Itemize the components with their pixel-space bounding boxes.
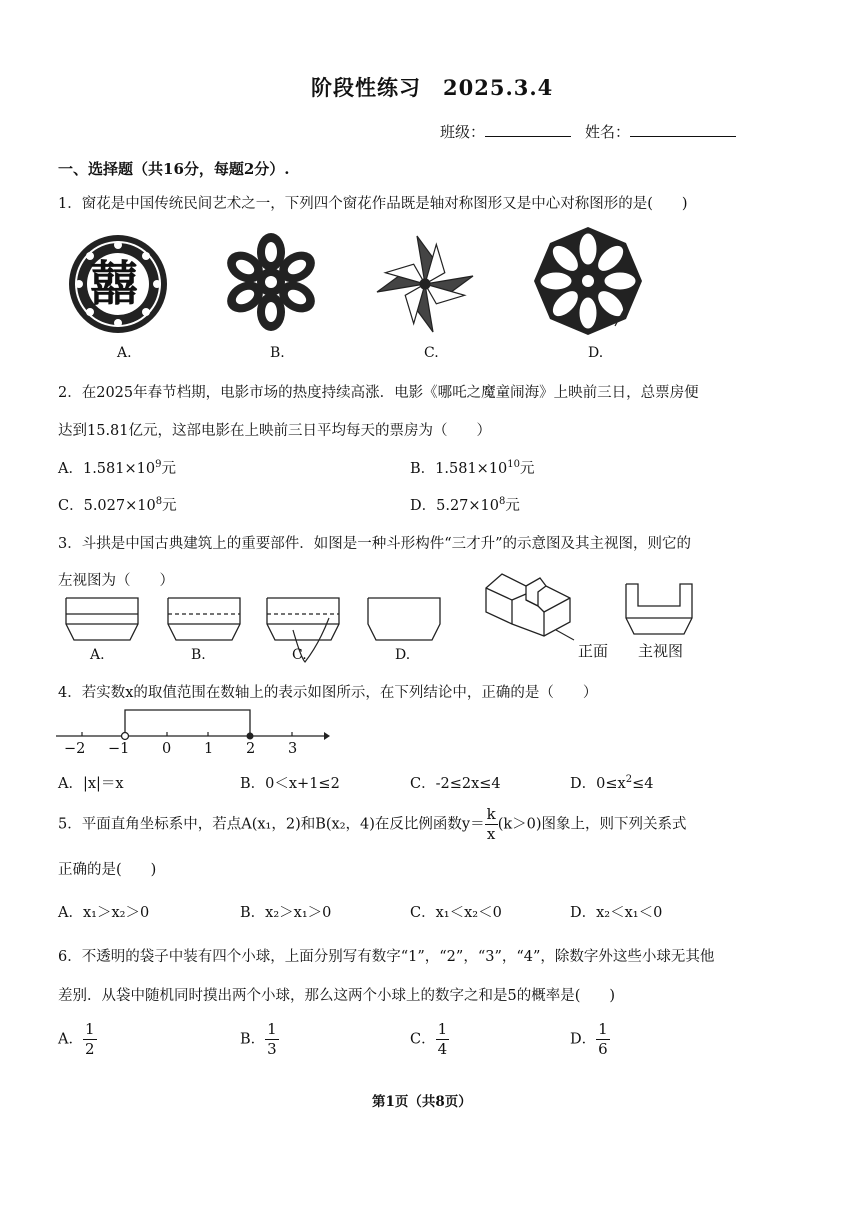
- q4-option-a[interactable]: A．|x|＝x: [58, 776, 124, 792]
- name-blank[interactable]: [630, 120, 736, 137]
- q3-stem-line2: 左视图为（ ）: [58, 573, 174, 589]
- q3-option-a-figure: [64, 596, 142, 644]
- q1-option-a[interactable]: A.: [117, 345, 132, 361]
- q5-option-a[interactable]: A．x₁＞x₂＞0: [58, 905, 150, 921]
- q3-main-view-label: 主视图: [638, 642, 684, 660]
- q6-option-a[interactable]: A． $\frac{1}{2}$: [58, 1020, 95, 1058]
- q6-stem-line1: 6．不透明的袋子中装有四个小球，上面分别写有数字“1”，“2”，“3”，“4”，除数字外这些小球无其他: [58, 949, 715, 965]
- q5-option-d[interactable]: D．x₂＜x₁＜0: [570, 905, 663, 921]
- q4-tick-label: 0: [162, 741, 172, 757]
- q1-figure-a-emblem: 囍: [90, 256, 139, 312]
- q1-figure-d: [533, 226, 643, 336]
- q4-tick-label: 2: [246, 741, 256, 757]
- q6-option-b[interactable]: B． $\frac{1}{3}$: [240, 1020, 277, 1058]
- class-field[interactable]: [440, 120, 571, 142]
- q3-option-a[interactable]: A.: [90, 647, 105, 663]
- q2-option-a[interactable]: A．$1.581\times 10^9$元: [58, 459, 176, 477]
- q3-option-d[interactable]: D.: [395, 647, 411, 663]
- q1-figure-b: [218, 232, 324, 332]
- q2-stem-line2: 达到15.81亿元，这部电影在上映前三日平均每天的票房为（ ）: [58, 423, 492, 439]
- q5-option-c[interactable]: C．x₁＜x₂＜0: [410, 905, 502, 921]
- q4-stem: 4．若实数x的取值范围在数轴上的表示如图所示，在下列结论中，正确的是（ ）: [58, 685, 598, 701]
- q3-front-label: 正面: [578, 642, 609, 660]
- q4-tick-label: −2: [64, 741, 86, 757]
- q4-tick-label: 3: [288, 741, 298, 757]
- name-label: 姓名：: [585, 123, 631, 141]
- q1-option-d[interactable]: D.: [588, 345, 604, 361]
- q1-option-b[interactable]: B.: [270, 345, 285, 361]
- q4-option-c[interactable]: C．-2≤2x≤4: [410, 776, 501, 792]
- q1-figure-c: [372, 232, 478, 336]
- q6-option-d[interactable]: D． $\frac{1}{6}$: [570, 1020, 608, 1058]
- q2-option-b[interactable]: B．$1.581\times 10^{10}$元: [410, 459, 535, 477]
- q4-option-d[interactable]: D．$0\le x^2\le 4$: [570, 774, 654, 792]
- q1-stem: 1．窗花是中国传统民间艺术之一，下列四个窗花作品既是轴对称图形又是中心对称图形的是( ): [58, 196, 688, 212]
- q4-tick-label: −1: [108, 741, 130, 757]
- q3-option-d-figure: [366, 596, 444, 644]
- q4-number-line: [54, 706, 330, 746]
- q3-option-b[interactable]: B.: [191, 647, 206, 663]
- q5-stem-line1: 5．平面直角坐标系中，若点A(x₁，2)和B(x₂，4)在反比例函数y＝ $\frac{k}{x}$ (k＞0)图象上，则下列关系式: [58, 805, 687, 843]
- q5-stem-line2: 正确的是( ): [58, 862, 157, 878]
- class-label: 班级：: [440, 123, 486, 141]
- q3-main-view-figure: [624, 582, 696, 638]
- q6-stem-line2: 差别．从袋中随机同时摸出两个小球，那么这两个小球上的数字之和是5的概率是( ): [58, 988, 616, 1004]
- q1-option-c[interactable]: C.: [424, 345, 439, 361]
- name-field[interactable]: [585, 120, 736, 142]
- q2-stem-line1: 2．在2025年春节档期，电影市场的热度持续高涨．电影《哪吒之魔童闹海》上映前三日，总票房便: [58, 385, 699, 401]
- q3-option-b-figure: [166, 596, 244, 644]
- q5-option-b[interactable]: B．x₂＞x₁＞0: [240, 905, 332, 921]
- q4-option-b[interactable]: B．0＜x+1≤2: [240, 776, 340, 792]
- class-blank[interactable]: [485, 120, 571, 137]
- q2-option-d[interactable]: D．$5.27\times 10^8$元: [410, 496, 520, 514]
- q2-option-c[interactable]: C．$5.027\times 10^8$元: [58, 496, 177, 514]
- q3-3d-figure: [482, 566, 592, 646]
- q6-option-c[interactable]: C． $\frac{1}{4}$: [410, 1020, 448, 1058]
- page-title: 阶段性练习 2025.3.4: [311, 75, 554, 100]
- page-footer: 第1页（共8页）: [372, 1094, 472, 1110]
- q3-stem-line1: 3．斗拱是中国古典建筑上的重要部件．如图是一种斗形构件“三才升”的示意图及其主视图，则它的: [58, 536, 692, 552]
- q3-option-c[interactable]: C.: [292, 647, 307, 663]
- q4-tick-label: 1: [204, 741, 214, 757]
- section-heading: 一、选择题（共16分，每题2分）.: [58, 160, 290, 178]
